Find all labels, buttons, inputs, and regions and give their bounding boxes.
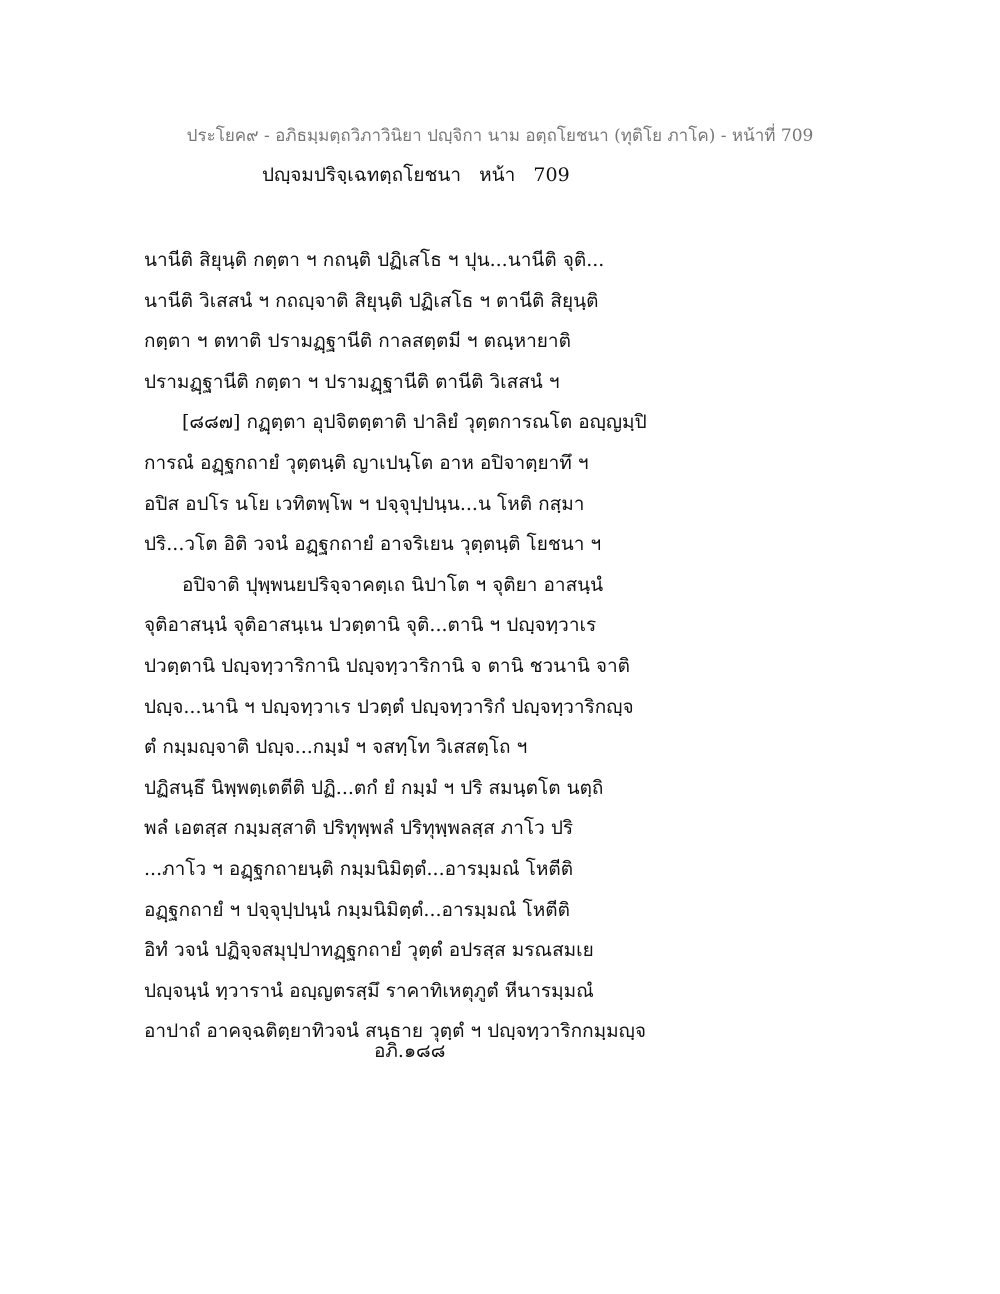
text-line: จุติอาสนฺนํ จุติอาสนฺเน ปวตฺตานิ จุติ...ตานิ ฯ ปญฺจทฺวาเร <box>144 614 597 637</box>
running-header: ประโยค๙ - อภิธมฺมตฺถวิภาวินิยา ปญฺจิกา นาม อตฺถโยชนา (ทุติโย ภาโค) - หน้าที่ 709 <box>186 126 814 146</box>
text-line: [๘๘๗] กฏฺตฺตา อุปจิตตฺตาติ ปาลิยํ วุตฺตการณโต อญฺญมฺปิ <box>182 411 647 434</box>
text-line: พลํ เอตสฺส กมฺมสฺสาติ ปริทุพฺพลํ ปริทุพฺพลสฺส ภาโว ปริ <box>144 817 574 840</box>
text-line: อปิส อปโร นโย เวทิตพฺโพ ฯ ปจฺจุปฺปนฺน...น โหติ กสฺมา <box>144 492 585 515</box>
text-line: กตฺตา ฯ ตทาติ ปรามฏฺฐานีติ กาลสตฺตมี ฯ ตณฺหายาติ <box>144 330 571 353</box>
body-text <box>144 240 864 1052</box>
text-line: ปญฺจ...นานิ ฯ ปญฺจทฺวาเร ปวตฺตํ ปญฺจทฺวาริกํ ปญฺจทฺวาริกญฺจ <box>144 695 634 718</box>
text-line: อาปาถํ อาคจฺฉติตฺยาทิวจนํ สนฺธาย วุตฺตํ ฯ ปญฺจทฺวาริกกมฺมญฺจ <box>144 1020 646 1043</box>
text-line: นานีติ สิยุนฺติ กตฺตา ฯ กถนฺติ ปฏิเสโธ ฯ ปุน...นานีติ จุติ... <box>144 249 605 271</box>
text-line: การณํ อฏฺฐกถายํ วุตฺตนฺติ ญาเปนฺโต อาห อปิจาตฺยาทึ ฯ <box>144 451 589 474</box>
page-footer: อภิ.๑๘๘ <box>374 1040 446 1062</box>
text-line: ปญฺจนฺนํ ทฺวารานํ อญฺญตรสฺมึ ราคาทิเหตุภูตํ หีนารมฺมณํ <box>144 979 594 1002</box>
text-line: อปิจาติ ปุพฺพนยปริจฺจาคตฺเถ นิปาโต ฯ จุติยา อาสนฺนํ <box>182 573 604 596</box>
text-line: ตํ กมฺมญฺจาติ ปญฺจ...กมฺมํ ฯ จสทฺโท วิเสสตฺโถ ฯ <box>144 736 528 759</box>
text-line: อฏฺฐกถายํ ฯ ปจฺจุปฺปนฺนํ กมฺมนิมิตฺตํ...อารมฺมณํ โหตีติ <box>144 898 570 921</box>
text-line: ปริ...วโต อิติ วจนํ อฏฺฐกถายํ อาจริเยน วุตฺตนฺติ โยชนา ฯ <box>144 533 602 556</box>
text-line: ปวตฺตานิ ปญฺจทฺวาริกานิ ปญฺจทฺวาริกานิ จ ตานิ ชวนานิ จาติ <box>144 654 631 677</box>
text-line: อิทํ วจนํ ปฏิจฺจสมุปฺปาทฏฺฐกถายํ วุตฺตํ อปรสฺส มรณสมเย <box>144 939 594 962</box>
page-title: ปญฺจมปริจฺเฉทตฺถโยชนา หน้า 709 <box>262 164 570 186</box>
text-line: ปฏิสนฺธึ นิพฺพตฺเตตีติ ปฏิ...ตกํ ยํ กมฺมํ ฯ ปริ สมนฺตโต นตฺถิ <box>144 776 604 799</box>
text-line: ...ภาโว ฯ อฏฺฐกถายนฺติ กมฺมนิมิตฺตํ...อารมฺมณํ โหตีติ <box>144 857 574 880</box>
text-line: นานีติ วิเสสนํ ฯ กถญฺจาติ สิยุนฺติ ปฏิเสโธ ฯ ตานีติ สิยุนฺติ <box>144 289 599 312</box>
text-line: ปรามฏฺฐานีติ กตฺตา ฯ ปรามฏฺฐานีติ ตานีติ วิเสสนํ ฯ <box>144 370 560 393</box>
